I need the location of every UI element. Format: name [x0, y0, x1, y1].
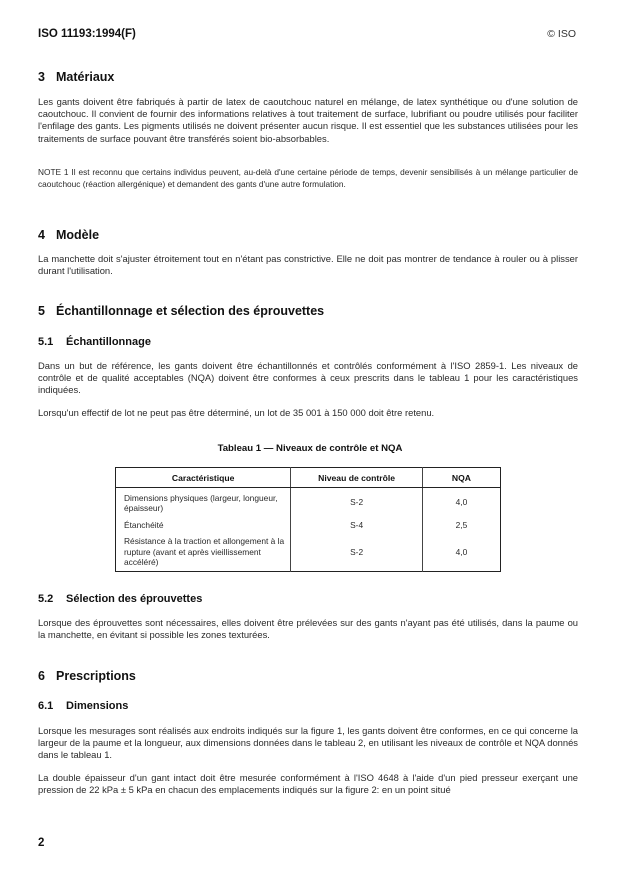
table-row [116, 534, 501, 572]
column-header-control-level: Niveau de contrôle [291, 468, 423, 488]
section-3-heading [38, 70, 114, 84]
table-header-row [116, 468, 501, 488]
table-row [116, 516, 501, 534]
cell-control-level: S-2 [291, 534, 423, 572]
table-row [116, 488, 501, 517]
note-1: NOTE 1 Il est reconnu que certains individus peuvent, au-delà d'une certaine période de temps, devenir sensibilisés à un mélange particulier de caoutchouc (réaction allergénique) et demandent des gants d'une autre formulation. [38, 167, 578, 189]
section-number: 6 [38, 669, 45, 683]
section-5-1-heading [38, 336, 151, 348]
section-number: 5 [38, 304, 45, 318]
cell-nqa: 2,5 [455, 519, 468, 530]
cell-characteristic: Étanchéité [116, 516, 291, 534]
cell-control-level: S-4 [291, 516, 423, 534]
section-4-heading [38, 228, 99, 242]
section-number: 4 [38, 228, 45, 242]
cell-control-level: S-2 [291, 488, 423, 517]
section-title: Échantillonnage et sélection des éprouvettes [56, 304, 325, 318]
section-5-2-heading [38, 593, 202, 605]
section-title: Dimensions [66, 700, 129, 712]
column-header-characteristic: Caractéristique [116, 468, 291, 488]
section-6-1-paragraph-2: La double épaisseur d'un gant intact doit être mesurée conformément à l'ISO 4648 à l'aide d'un pied presseur exerçant une pression de 22 kPa ± 5 kPa en chacun des emplacements indiqués sur la figure 2: en un point situé [38, 772, 578, 796]
section-6-heading [38, 669, 136, 683]
section-title: Prescriptions [56, 669, 136, 683]
section-5-1-paragraph-2: Lorsqu'un effectif de lot ne peut pas être déterminé, un lot de 35 001 à 150 000 doit être retenu. [38, 407, 435, 418]
section-number: 5.2 [38, 593, 54, 605]
section-6-1-heading [38, 700, 128, 712]
section-number: 6.1 [38, 700, 54, 712]
table-1 [115, 467, 501, 572]
document-id: ISO 11193:1994(F) [38, 28, 136, 40]
section-title: Modèle [56, 228, 100, 242]
cell-characteristic: Dimensions physiques (largeur, longueur, épaisseur) [116, 488, 291, 517]
section-5-2-paragraph: Lorsque des éprouvettes sont nécessaires, elles doivent être prélevées sur des gants n'ayant pas été utilisés, dans la paume ou la manchette, en évitant si possible les zones texturées. [38, 617, 578, 641]
section-title: Sélection des éprouvettes [66, 593, 203, 605]
section-4-paragraph: La manchette doit s'ajuster étroitement tout en n'étant pas constrictive. Elle ne doit pas montrer de tendance à rouler ou à plisser durant l'utilisation. [38, 253, 578, 277]
section-3-paragraph: Les gants doivent être fabriqués à partir de latex de caoutchouc naturel en mélange, de latex synthétique ou d'une solution de caoutchouc. Il convient de fournir des informations relatives à tout traitement de surface, lubrifiant ou poudre utilisés pour faciliter l'enfilage des gants. Les pigments utilisés ne doivent présenter aucun risque. Il est essentiel que les substances utilisées pour les traitements de surface pouvant être transférés soient bio-absorbables. [38, 96, 578, 144]
table-1-title: Tableau 1 — Niveaux de contrôle et NQA [217, 443, 403, 454]
section-5-1-paragraph-1: Dans un but de référence, les gants doivent être échantillonnés et contrôlés conformément à l'ISO 2859-1. Les niveaux de contrôle et de qualité acceptables (NQA) doivent être conformes à ceux prescrits dans le tableau 1 pour les caractéristiques indiquées. [38, 360, 578, 396]
section-title: Matériaux [56, 70, 115, 84]
section-6-1-paragraph-1: Lorsque les mesurages sont réalisés aux endroits indiqués sur la figure 1, les gants doivent être conformes, en ce qui concerne la largeur de la paume et la longueur, aux dimensions données dans le tableau 2, en utilisant les niveaux de contrôle et NQA donnés dans le tableau 1. [38, 725, 578, 761]
cell-nqa: 4,0 [455, 547, 468, 558]
section-5-heading [38, 304, 324, 318]
page-number: 2 [38, 837, 45, 849]
copyright-notice: © ISO [547, 28, 576, 40]
column-header-nqa: NQA [422, 468, 500, 488]
section-title: Échantillonnage [66, 336, 151, 348]
section-number: 3 [38, 70, 45, 84]
cell-nqa: 4,0 [455, 496, 468, 507]
cell-characteristic: Résistance à la traction et allongement à la rupture (avant et après vieillissement accéléré) [116, 534, 291, 572]
section-number: 5.1 [38, 336, 54, 348]
